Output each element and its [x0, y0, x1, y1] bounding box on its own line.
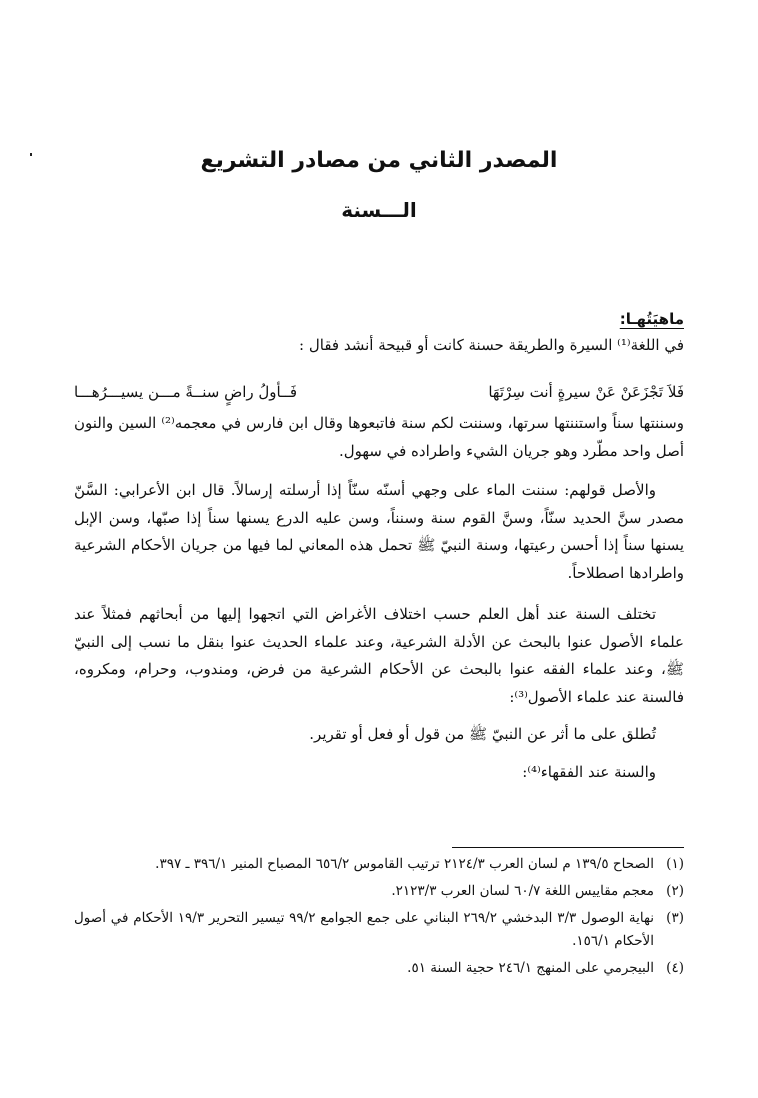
paragraph-usul-definition: تُطلق على ما أثر عن النبيّ ﷺ من قول أو فعل أو تقرير. [309, 725, 656, 743]
footnote [74, 957, 684, 980]
footnote [74, 853, 684, 876]
footnote [74, 907, 684, 953]
footnote-number: (٤) [666, 960, 684, 976]
paragraph-fuqaha: والسنة عند الفقهاء⁽⁴⁾: [522, 762, 656, 781]
footnotes [74, 853, 684, 984]
verse-second-hemistich: فَــأولُ راضٍ سنــةً مـــن يسيـــرُهـــا [74, 383, 298, 401]
footnote-separator [452, 847, 684, 848]
paragraph-scholars-differ: تختلف السنة عند أهل العلم حسب اختلاف الأغراض التي اتجهوا إليها من أبحاثهم فمثلاً عند علماء الأصول عنوا بالبحث عن الأدلة الشرعية، وعند علماء الحديث عنوا بنقل ما نسب إلى النبيّ ﷺ، وعند علماء الفقه عنوا بالبحث عن الأحكام الشرعية من فرض، ومندوب، وحرام، ومكروه، فالسنة عند علماء الأصول⁽³⁾: [74, 605, 684, 706]
footnote-number: (٣) [666, 910, 684, 926]
page-title: المصدر الثاني من مصادر التشريع [200, 148, 558, 173]
footnote-number: (٢) [666, 883, 684, 899]
page-subtitle: الـــسنة [341, 198, 417, 222]
section-heading: ماهيَتُهـا: [619, 310, 684, 328]
paragraph-language-definition: في اللغة⁽¹⁾ السيرة والطريقة حسنة كانت أو قبيحة أنشد فقال : [299, 336, 684, 354]
paragraph-ibn-arabi: والأصل قولهم: سننت الماء على وجهي أسنّه سنّاً إذا أرسلته إرسالاً. قال ابن الأعرابي: السَّنّ مصدر سنَّ الحديد سنّاً، وسنَّ القوم سنة وسنناً، وسن عليه الدرع يسنها سناً إذا صبّها، وسن الإبل يسنها سناً إذا أحسن رعيتها، وسنة النبيّ ﷺ تحمل هذه المعاني لما فيها من جريان الأحكام الشرعية واطرادها اصطلاحاً. [74, 481, 684, 582]
footnote [74, 880, 684, 903]
poetry-verse [74, 378, 684, 406]
intro-block [74, 306, 684, 360]
footnote-number: (١) [666, 856, 684, 872]
body-text [74, 410, 684, 786]
footnote-text: البيجرمي على المنهج ٢٤٦/١ حجية السنة ٥١. [407, 960, 654, 976]
verse-first-hemistich: فَلاَ تَجْزَعَنْ عَنْ سيرةٍ أنت سِرْتَهَا [488, 383, 684, 401]
paragraph-ibn-faris: وسننتها سناً واستننتها سرتها، وسننت لكم سنة فاتبعوها وقال ابن فارس في معجمه⁽²⁾ السين والنون أصل واحد مطّرد وهو جريان الشيء واطراده في سهول. [74, 414, 684, 460]
footnote-text: نهاية الوصول ٣/٣ البدخشي ٢٦٩/٢ البناني على جمع الجوامع ٩٩/٢ تيسير التحرير ١٩/٣ الأحكام في أصول الأحكام ١٥٦/١. [74, 910, 655, 949]
footnote-text: معجم مقاييس اللغة ٦٠/٧ لسان العرب ٢١٢٣/٣. [391, 883, 654, 899]
footnote-text: الصحاح ١٣٩/٥ م لسان العرب ٢١٢٤/٣ ترتيب القاموس ٦٥٦/٢ المصباح المنير ٣٩٦/١ ـ ٣٩٧. [155, 856, 654, 872]
